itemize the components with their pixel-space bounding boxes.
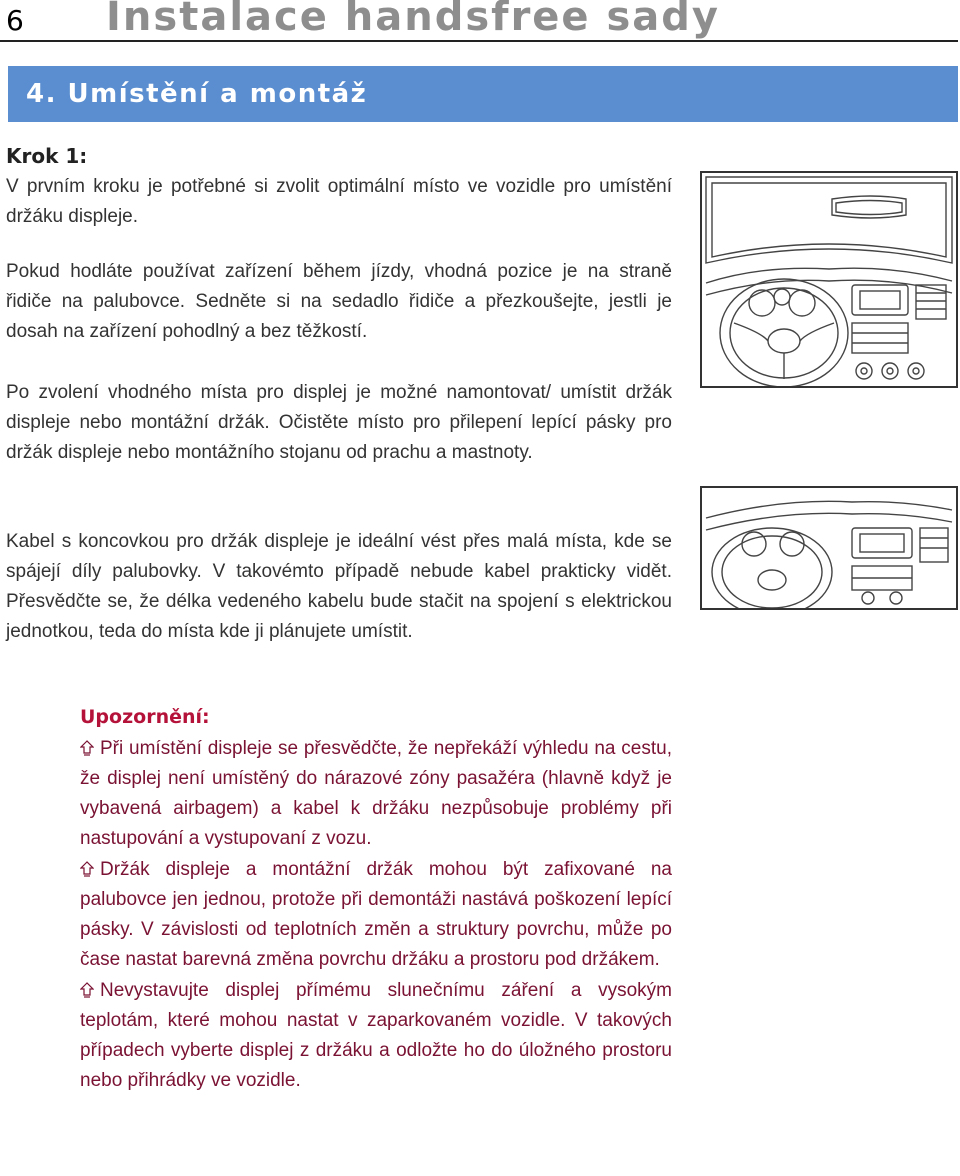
step-paragraph-3: Po zvolení vhodného místa pro displej je možné namontovat/ umístit držák displeje nebo montážní držák. Očistěte místo pro přilepení lepící pásky pro držák displeje nebo montážního stojanu od prachu a mastnoty. — [6, 382, 672, 463]
warning-item — [80, 855, 672, 975]
section-heading: 4. Umístění a montáž — [26, 79, 368, 109]
warning-item-text: Nevystavujte displej přímému slunečnímu záření a vysokým teplotám, které mohou nastat v zaparkovaném vozidle. V takových případech vyberte displej z držáku a odložte ho do úložného prostoru nebo přihrádky ve vozidle. — [80, 980, 672, 1091]
section-heading-bar — [8, 66, 958, 122]
step-paragraph-2: Pokud hodláte používat zařízení během jízdy, vhodná pozice je na straně řidiče na palubovce. Sedněte si na sedadlo řidiče a přezkoušejte, jestli je dosah na zařízení pohodlný a bez těžkostí. — [6, 261, 672, 342]
page-title: Instalace handsfree sady — [106, 0, 720, 40]
page-number: 6 — [6, 4, 24, 37]
bulb-icon — [80, 861, 94, 877]
warning-item — [80, 976, 672, 1096]
step-paragraph-1: V prvním kroku je potřebné si zvolit optimální místo ve vozidle pro umístění držáku displeje. — [6, 176, 672, 227]
dashboard-full-drawing — [702, 173, 956, 386]
warning-item-text: Při umístění displeje se přesvědčte, že nepřekáží výhledu na cestu, že displej není umístěný do nárazové zóny pasažéra (hlavně když je vybavená airbagem) a kabel k držáku nezpůsobuje problémy při nastupování a vystupovaní z vozu. — [80, 738, 672, 849]
bulb-icon — [80, 982, 94, 998]
warning-list — [80, 734, 672, 1097]
warning-item — [80, 734, 672, 854]
car-dashboard-detail-illustration — [700, 486, 958, 610]
warning-title: Upozornění: — [80, 706, 210, 728]
header-divider — [0, 40, 958, 42]
warning-item-text: Držák displeje a montážní držák mohou být zafixované na palubovce jen jednou, protože při demontáži nastává poškození lepící pásky. V závislosti od teplotních změn a struktury povrchu, může po čase nastat barevná změna povrchu držáku a prostoru pod držákem. — [80, 859, 672, 970]
bulb-icon — [80, 740, 94, 756]
car-dashboard-full-illustration — [700, 171, 958, 388]
step-paragraph-4: Kabel s koncovkou pro držák displeje je ideální vést přes malá místa, kde se spájejí díly palubovky. V takovémto případě nebude kabel prakticky vidět. Přesvědčte se, že délka vedeného kabelu bude stačit na spojení s elektrickou jednotkou, teda do místa kde ji plánujete umístit. — [6, 531, 672, 642]
step-label: Krok 1: — [6, 144, 88, 168]
dashboard-detail-drawing — [702, 488, 956, 608]
